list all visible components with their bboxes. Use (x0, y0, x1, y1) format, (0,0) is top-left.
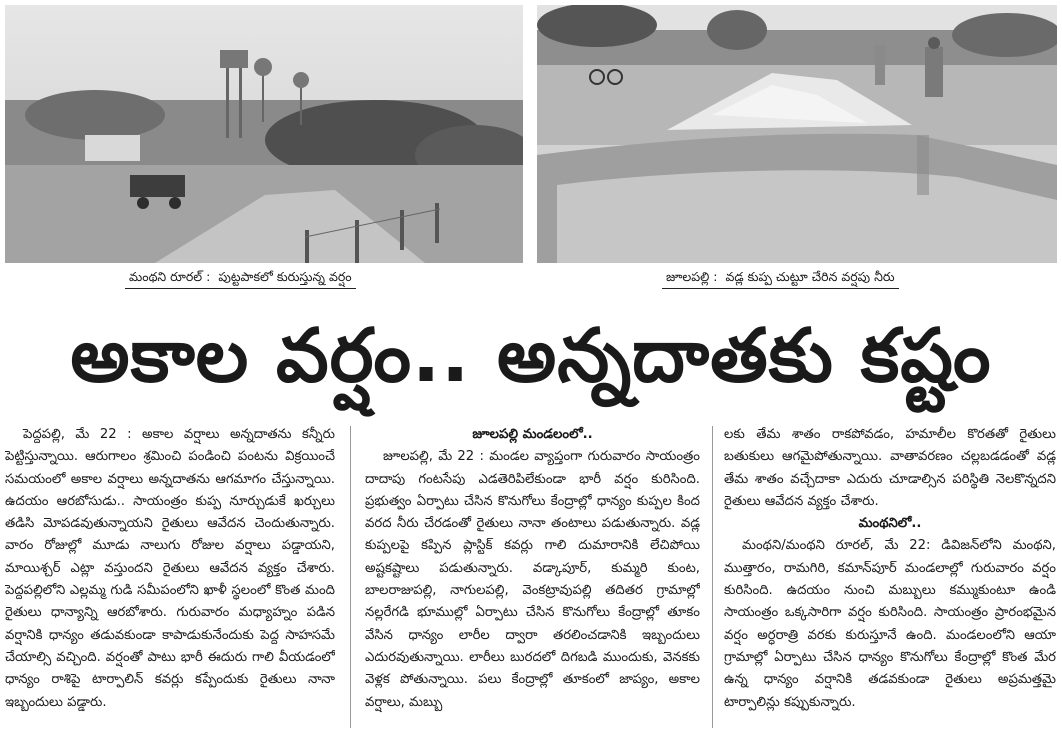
headline: అకాల వర్షం.. అన్నదాతకు కష్టం (70, 313, 992, 399)
article-column-2 (365, 424, 700, 730)
article-column-3 (724, 424, 1056, 730)
article-column-1 (5, 424, 335, 730)
article-paragraph: మంథని/మంథని రూరల్, మే 22: డివిజన్‌లోని మంథని, ముత్తారం, రామగిరి, కమాన్‌పూర్ మండలాల్లో గురువారం వర్షం కురిసింది. ఉదయం నుంచి మబ్బులు కమ్ముకుంటూ ఉండి సాయంత్రం ఒక్కసారిగా వర్షం కురిసింది. సాయంత్రం ప్రారంభమైన వర్షం అర్ధరాత్రి వరకు కురుస్తూనే ఉంది. మండలంలోని ఆయా గ్రామాల్లో ఏర్పాటు చేసిన ధాన్యం కొనుగోలు కేంద్రాల్లో కొంత మేర ఉన్న ధాన్యం వర్షానికి తడవకుండా రైతులు అప్రమత్తమై టార్పాలిన్లు కప్పుకున్నారు. (724, 538, 1056, 710)
section-heading: జూలపల్లి మండలంలో.. (472, 427, 593, 442)
caption-text: పుట్టపాకలో కురుస్తున్న వర్షం (218, 269, 352, 284)
caption-place: జూలపల్లి : (666, 269, 718, 284)
caption-text: వడ్ల కుప్ప చుట్టూ చేరిన వర్షపు నీరు (725, 269, 895, 284)
column-divider (712, 426, 713, 728)
column-divider (350, 426, 351, 728)
photo-caption-left (125, 268, 356, 289)
photo-water-around-paddy-heap (537, 5, 1057, 263)
photo-rain-puttapaka (5, 5, 523, 263)
article-paragraph: పెద్దపల్లి, మే 22 : అకాల వర్షాలు అన్నదాతను కన్నీరు పెట్టిస్తున్నాయి. ఆరుగాలం శ్రమించి పండించి పంటను విక్రయించే సమయంలో అకాల వర్షాలు అన్నదాతను ఆగమాగం చేస్తున్నాయి. ఉదయం ఆరబోసుడు.. సాయంత్రం కుప్ప నూర్చుడుకే ఖర్చులు తడిసి మోపడవుతున్నాయని రైతులు ఆవేదన చెందుతున్నారు. వారం రోజుల్లో మూడు నాలుగు రోజుల వర్షాలు పడ్డాయని, మాయిశ్చర్ ఎట్లా వస్తుందని రైతులు ఆవేదన వ్యక్తం చేశారు. పెద్దపల్లిలోని ఎల్లమ్మ గుడి సమీపంలోని ఖాళీ స్థలంలో కొంత మంది రైతులు ధాన్యాన్ని ఆరబోశారు. గురువారం మధ్యాహ్నం పడిన వర్షానికి ధాన్యం తడువకుండా కాపాడుకునేందుకు పెద్ద సాహసమే చేయాల్సి వచ్చింది. వర్షంతో పాటు భారీ ఈదురు గాలి వీయడంలో ధాన్యం రాశిపై టార్పాలిన్ కవర్లు కప్పేందుకు రైతులు నానా ఇబ్బందులు పడ్డారు. (5, 427, 335, 710)
article-paragraph: జూలపల్లి, మే 22 : మండల వ్యాప్తంగా గురువారం సాయంత్రం దాదాపు గంటసేపు ఎడతెరిపిలేకుండా భారీ వర్షం కురిసింది. ప్రభుత్వం ఏర్పాటు చేసిన కొనుగోలు కేంద్రాల్లో ధాన్యం కుప్పల కింద వరద నీరు చేరడంతో రైతులు నానా తంటాలు పడుతున్నారు. వడ్ల కుప్పలపై కప్పిన ప్లాస్టిక్ కవర్లు గాలి దుమారానికి లేచిపోయి అష్టకష్టాలు పడుతున్నారు. వడ్కాపూర్, కుమ్మరి కుంట, బాలరాజుపల్లి, నాగులపల్లి, వెంకట్రావుపల్లి తదితర గ్రామాల్లో నల్లరేగడి భూముల్లో ఏర్పాటు చేసిన కొనుగోలు కేంద్రాల్లో తూకం వేసిన ధాన్యం లారీల ద్వారా తరలించడానికి ఇబ్బందులు ఎదురవుతున్నాయి. లారీలు బురదలో దిగబడి ముందుకు, వెనకకు వెళ్లక పోతున్నాయి. పలు కేంద్రాల్లో తూకంలో జాప్యం, అకాల వర్షాలు, మబ్బు (365, 449, 700, 710)
photo-caption-right (662, 268, 899, 289)
article-paragraph: లకు తేమ శాతం రాకపోవడం, హమాలీల కొరతతో రైతులు బతుకులు ఆగమైపోతున్నాయి. వాతావరణం చల్లబడడంతో వడ్ల తేమ శాతం వచ్చేదాకా ఎదురు చూడాల్సిన పరిస్థితి నెలకొన్నదని రైతులు ఆవేదన వ్యక్తం చేశారు. (724, 427, 1056, 509)
caption-place: మంథని రూరల్ : (129, 269, 211, 284)
section-heading: మంథనిలో.. (858, 516, 922, 532)
